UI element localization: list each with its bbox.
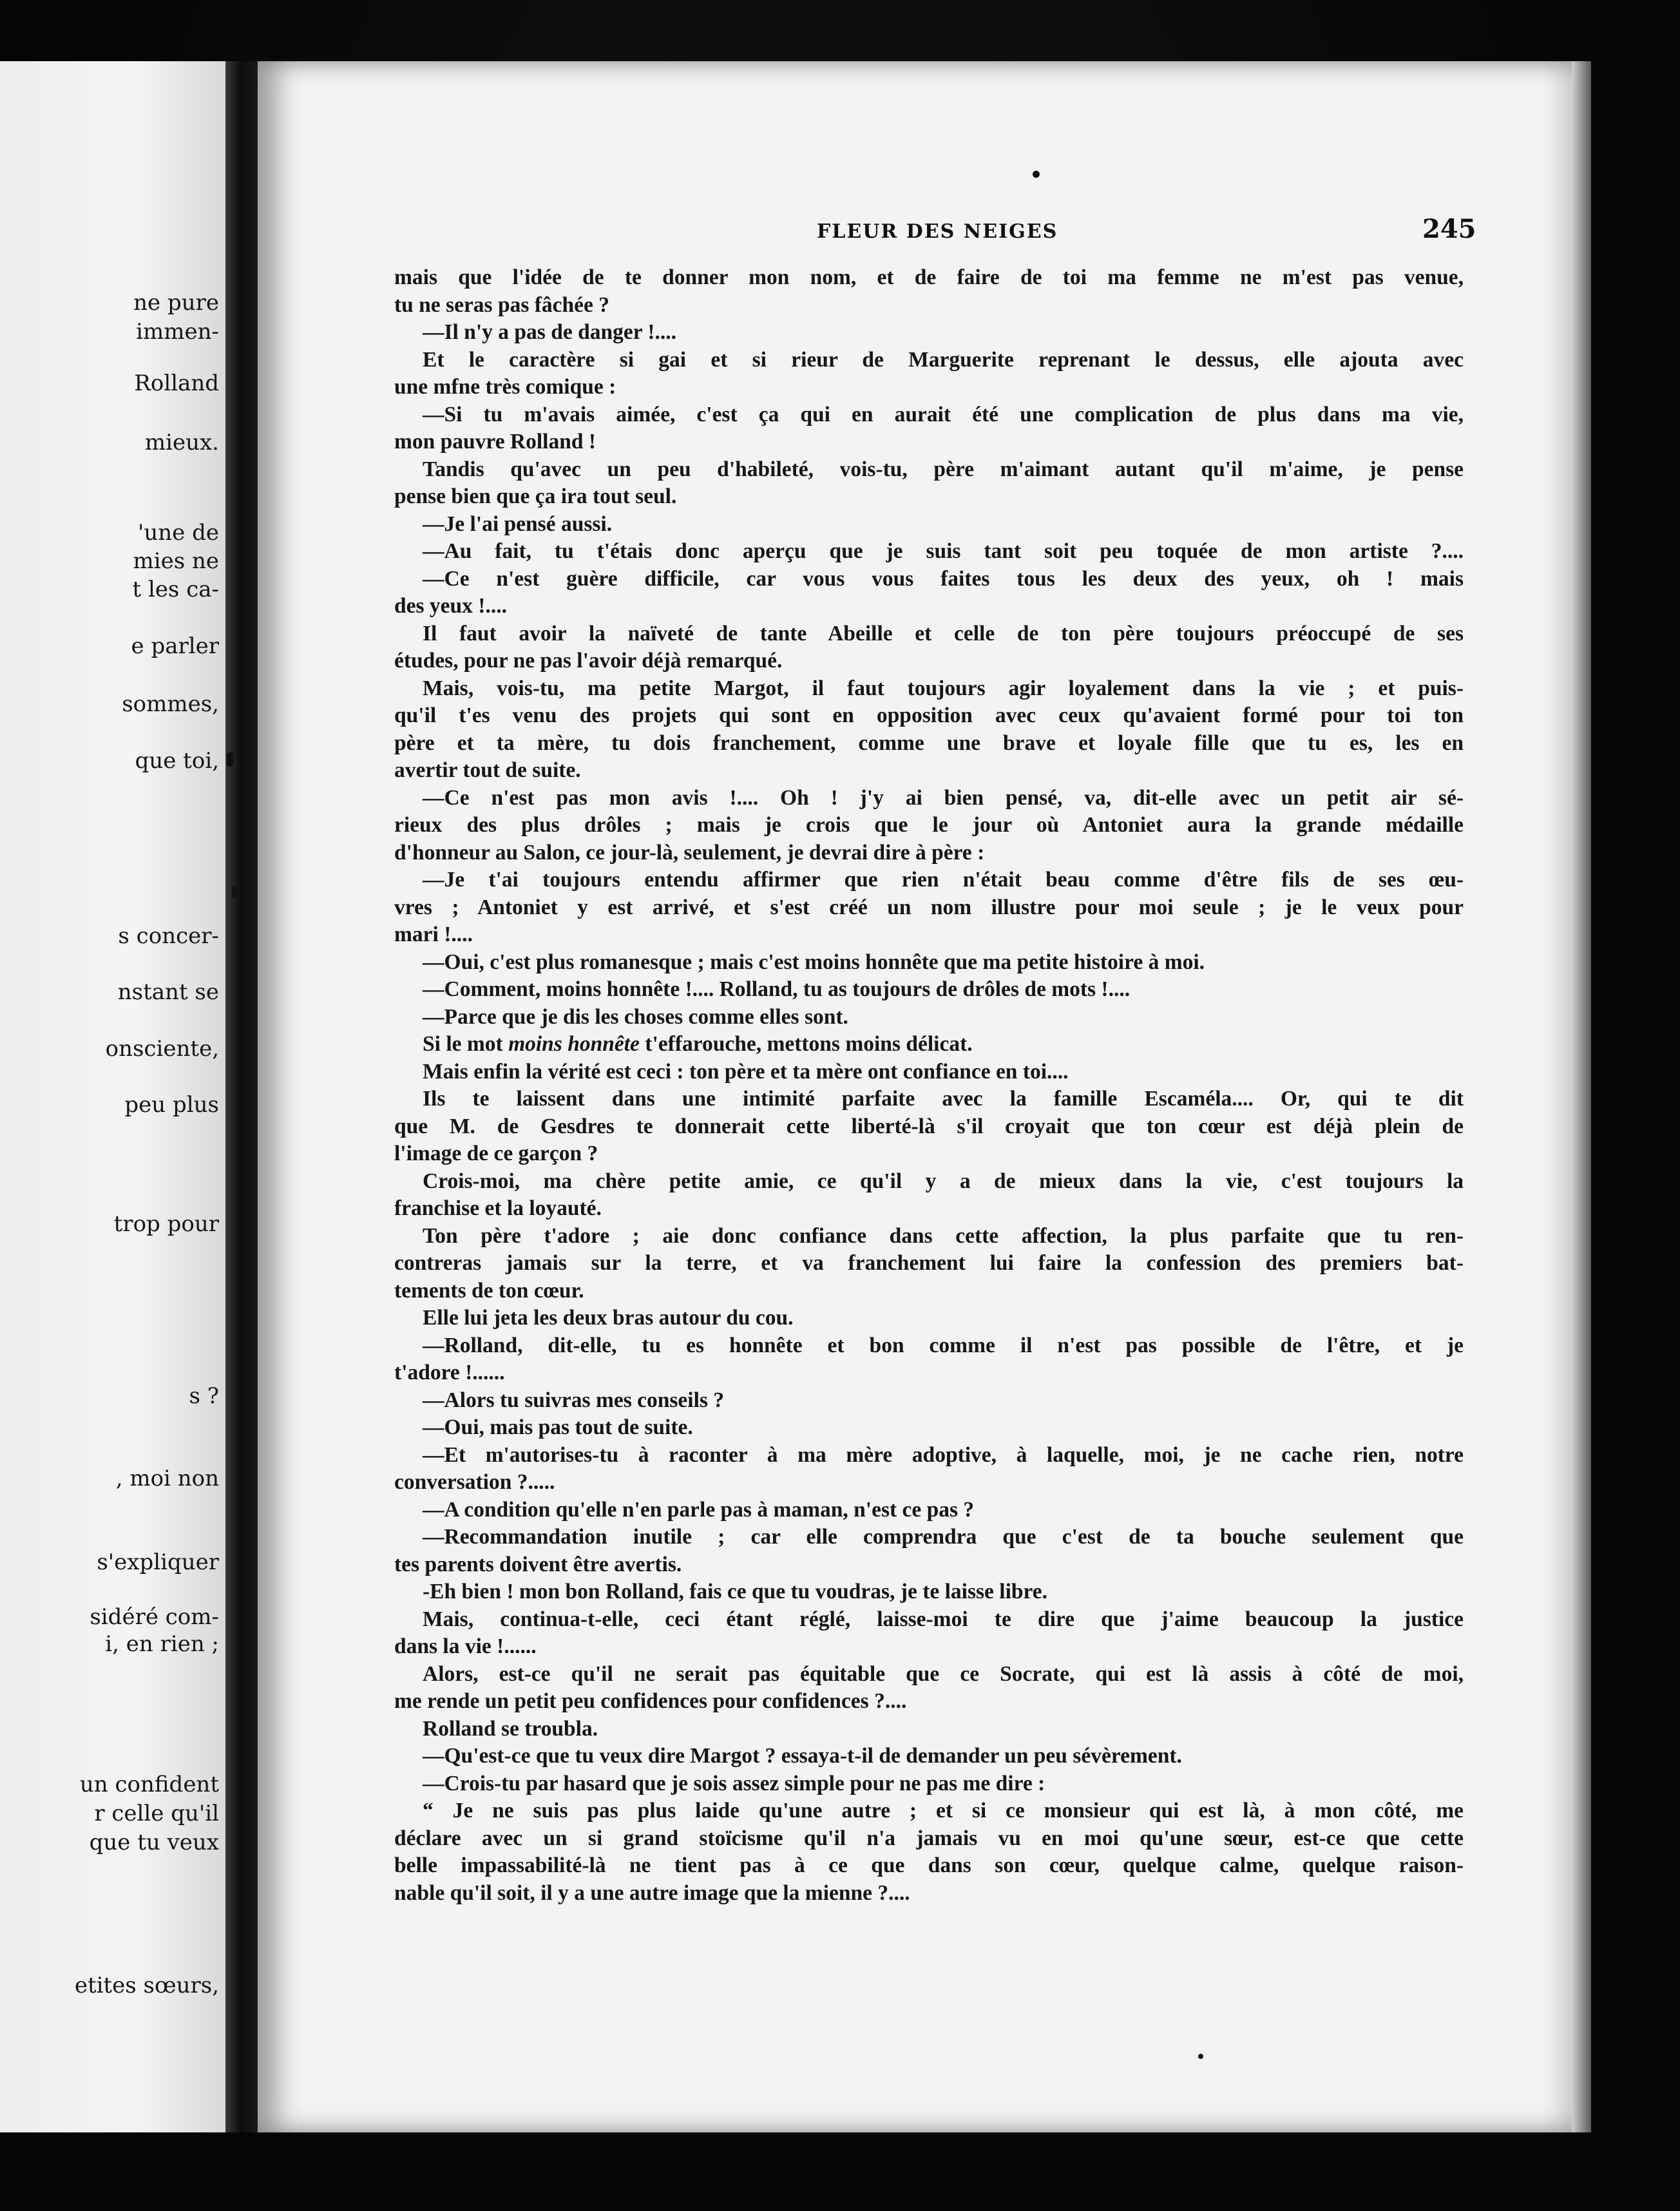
- text-line: père et ta mère, tu dois franchement, comme une brave et loyale fille que tu es, les en: [394, 731, 1464, 755]
- page-number: 245: [1422, 214, 1476, 244]
- text-line: Ils te laissent dans une intimité parfaite avec la famille Escaméla.... Or, qui te dit: [423, 1087, 1464, 1111]
- text-line: Elle lui jeta les deux bras autour du cou.: [423, 1306, 794, 1330]
- text-line: dans la vie !......: [394, 1634, 537, 1658]
- text-line: des yeux !....: [394, 594, 507, 618]
- left-fragment: trop pour: [113, 1211, 219, 1237]
- left-fragment: 'une de: [138, 520, 219, 546]
- left-fragment: mies ne: [133, 548, 219, 574]
- text-line: —Ce n'est pas mon avis !.... Oh ! j'y ai bien pensé, va, dit-elle avec un petit air sé-: [423, 785, 1464, 810]
- text-line: une mfne très comique :: [394, 375, 616, 399]
- text-line: Mais, vois-tu, ma petite Margot, il faut toujours agir loyalement dans la vie ; et puis-: [423, 676, 1464, 700]
- text-line: qu'il t'es venu des projets qui sont en opposition avec ceux qu'avaient formé pour toi ton: [394, 704, 1464, 727]
- ink-speck: [1198, 2054, 1203, 2059]
- text-line: l'image de ce garçon ?: [394, 1142, 598, 1165]
- left-fragment: t les ca-: [132, 577, 219, 602]
- text-line: —Oui, mais pas tout de suite.: [423, 1415, 693, 1439]
- text-line: —Parce que je dis les choses comme elles sont.: [423, 1004, 848, 1029]
- text-line: Alors, est-ce qu'il ne serait pas équitable que ce Socrate, qui est là assis à côté de moi,: [423, 1661, 1464, 1686]
- text-line: —Recommandation inutile ; car elle comprendra que c'est de ta bouche seulement que: [423, 1525, 1464, 1549]
- text-line: Et le caractère si gai et si rieur de Marguerite reprenant le dessus, elle ajouta avec: [423, 347, 1464, 372]
- text-line: —Comment, moins honnête !.... Rolland, tu as toujours de drôles de mots !....: [423, 977, 1131, 1001]
- left-fragment: sidéré com-: [90, 1604, 219, 1630]
- text-line: tements de ton cœur.: [394, 1278, 584, 1303]
- text-line: franchise et la loyauté.: [394, 1196, 602, 1220]
- left-fragment: nstant se: [117, 979, 219, 1005]
- left-fragment: ne pure: [133, 290, 219, 316]
- text-line: conversation ?.....: [394, 1470, 555, 1494]
- text-line: —Alors tu suivras mes conseils ?: [423, 1388, 725, 1412]
- text-line: —Je t'ai toujours entendu affirmer que rien n'était beau comme d'être fils de ses œu-: [423, 868, 1464, 892]
- text-line: Tandis qu'avec un peu d'habileté, vois-tu, père m'aimant autant qu'il m'aime, je pense: [423, 457, 1464, 481]
- page-edge: [1572, 61, 1591, 2132]
- ink-speck: [232, 886, 238, 897]
- text-line: —Oui, c'est plus romanesque ; mais c'est moins honnête que ma petite histoire à moi.: [423, 950, 1205, 974]
- left-fragment: Rolland: [134, 370, 219, 396]
- text-line: études, pour ne pas l'avoir déjà remarqué.: [394, 649, 783, 673]
- text-line: —Crois-tu par hasard que je sois assez simple pour ne pas me dire :: [423, 1771, 1045, 1795]
- text-line: —Qu'est-ce que tu veux dire Margot ? essaya-t-il de demander un peu sévèrement.: [423, 1744, 1182, 1768]
- text-line: tes parents doivent être avertis.: [394, 1552, 682, 1576]
- body-text: [394, 264, 1464, 1907]
- text-line: rieux des plus drôles ; mais je crois que le jour où Antoniet aura la grande médaille: [394, 813, 1464, 837]
- text-line: —A condition qu'elle n'en parle pas à maman, n'est ce pas ?: [423, 1497, 975, 1522]
- text-line: —Si tu m'avais aimée, c'est ça qui en aurait été une complication de plus dans ma vie,: [423, 402, 1464, 426]
- left-fragment: peu plus: [124, 1092, 219, 1118]
- left-fragment: un confident: [79, 1772, 219, 1797]
- text-line: Il faut avoir la naïveté de tante Abeille et celle de ton père toujours préoccupé de ses: [423, 621, 1464, 646]
- ink-speck: [1033, 171, 1040, 178]
- text-line: vres ; Antoniet y est arrivé, et s'est créé un nom illustre pour moi seule ; je le veux pour: [394, 895, 1464, 919]
- text-line: mais que l'idée de te donner mon nom, et de faire de toi ma femme ne m'est pas venue,: [394, 265, 1464, 289]
- text-line: nable qu'il soit, il y a une autre image que la mienne ?....: [394, 1881, 910, 1905]
- left-fragment: etites sœurs,: [74, 1973, 219, 1998]
- text-line: mon pauvre Rolland !: [394, 430, 597, 454]
- text-line: pense bien que ça ira tout seul.: [394, 484, 677, 508]
- text-line: Mais, continua-t-elle, ceci étant réglé, laisse-moi te dire que j'aime beaucoup la justice: [423, 1607, 1464, 1631]
- left-fragment: r celle qu'il: [94, 1801, 219, 1826]
- text-line: —Rolland, dit-elle, tu es honnête et bon comme il n'est pas possible de l'être, et je: [423, 1333, 1464, 1357]
- text-line: Mais enfin la vérité est ceci : ton père et ta mère ont confiance en toi....: [423, 1059, 1069, 1084]
- text-line: avertir tout de suite.: [394, 758, 581, 782]
- left-fragment: s ?: [189, 1383, 219, 1409]
- text-line: —Ce n'est guère difficile, car vous vous faites tous les deux des yeux, oh ! mais: [423, 566, 1464, 591]
- text-line: que M. de Gesdres te donnerait cette liberté-là s'il croyait que ton cœur est déjà plein de: [394, 1114, 1464, 1138]
- left-fragment: i, en rien ;: [105, 1631, 219, 1657]
- left-fragment: que tu veux: [89, 1830, 219, 1855]
- left-fragment: sommes,: [122, 691, 219, 717]
- left-fragment: , moi non: [115, 1466, 219, 1491]
- left-fragment: que toi,: [135, 748, 219, 774]
- left-fragment: mieux.: [144, 430, 219, 455]
- text-line: mari !....: [394, 923, 473, 946]
- text-line: Rolland se troubla.: [423, 1716, 598, 1741]
- text-line: —Il n'y a pas de danger !....: [423, 320, 677, 344]
- text-line: —Je l'ai pensé aussi.: [423, 512, 613, 536]
- text-line: me rende un petit peu confidences pour confidences ?....: [394, 1689, 907, 1713]
- text-line: —Et m'autorises-tu à raconter à ma mère adoptive, à laquelle, moi, je ne cache rien, notre: [423, 1442, 1464, 1467]
- text-line: —Au fait, tu t'étais donc aperçu que je suis tant soit peu toquée de mon artiste ?....: [423, 539, 1464, 563]
- text-line: Si le mot moins honnête t'effarouche, mettons moins délicat.: [423, 1032, 973, 1056]
- running-head: FLEUR DES NEIGES: [817, 220, 1058, 243]
- ink-speck: [227, 752, 233, 767]
- left-fragment: onsciente,: [105, 1036, 219, 1062]
- italic-phrase: moins honnête: [508, 1032, 640, 1056]
- text-line: Crois-moi, ma chère petite amie, ce qu'il y a de mieux dans la vie, c'est toujours la: [423, 1169, 1464, 1193]
- left-facing-page: [0, 61, 225, 2132]
- left-fragment: s'expliquer: [97, 1549, 219, 1575]
- text-line: belle impassabilité-là ne tient pas à ce que dans son cœur, quelque calme, quelque raison-: [394, 1853, 1464, 1877]
- left-fragment: immen-: [136, 319, 219, 345]
- text-line: d'honneur au Salon, ce jour-là, seulement, je devrai dire à père :: [394, 840, 985, 865]
- text-line: Ton père t'adore ; aie donc confiance dans cette affection, la plus parfaite que tu ren-: [423, 1223, 1464, 1248]
- text-line: “ Je ne suis pas plus laide qu'une autre ; et si ce monsieur qui est là, à mon côté, me: [423, 1799, 1464, 1823]
- text-line: t'adore !......: [394, 1361, 505, 1384]
- text-line: -Eh bien ! mon bon Rolland, fais ce que tu voudras, je te laisse libre.: [423, 1580, 1048, 1603]
- text-line: déclare avec un si grand stoïcisme qu'il n'a jamais vu en moi qu'une sœur, est-ce que cette: [394, 1826, 1464, 1850]
- text-line: contreras jamais sur la terre, et va franchement lui faire la confession des premiers bat-: [394, 1251, 1464, 1275]
- left-fragment: e parler: [131, 633, 219, 659]
- left-fragment: s concer-: [118, 923, 219, 949]
- text-line: tu ne seras pas fâchée ?: [394, 292, 610, 317]
